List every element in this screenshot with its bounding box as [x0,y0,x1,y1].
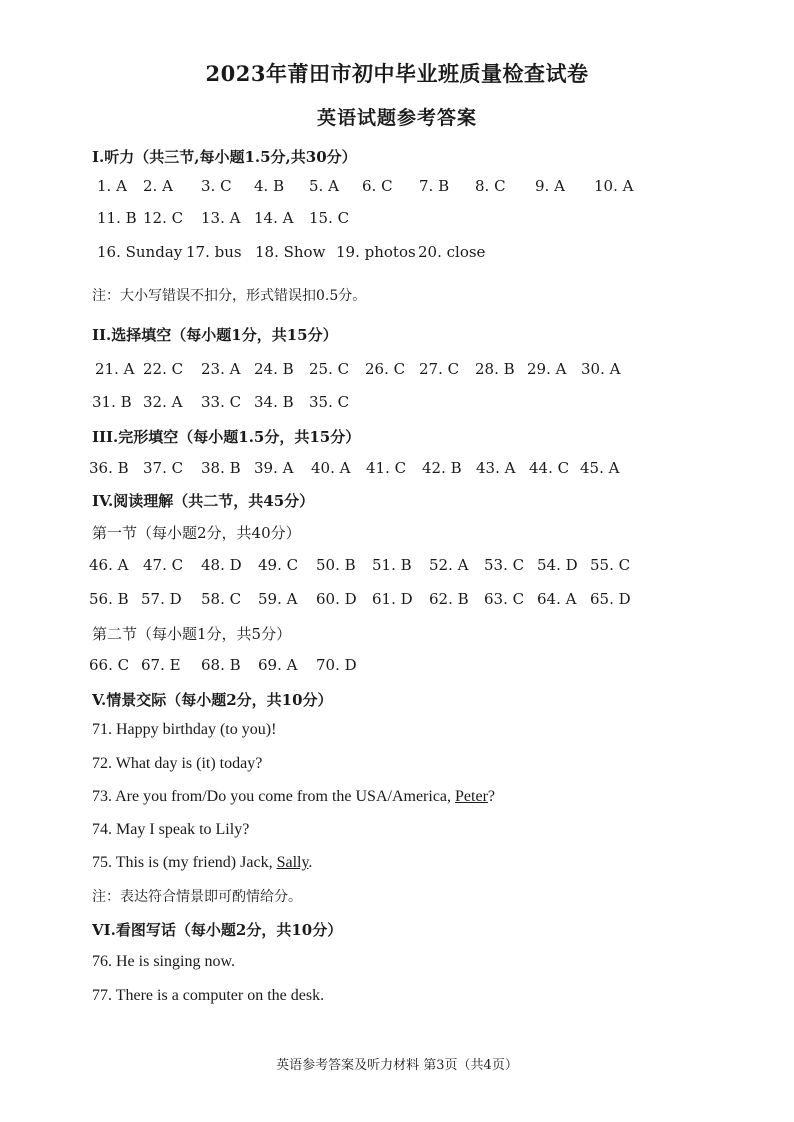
answer-item: 10. A [594,177,634,195]
answer-item: 28. B [475,360,515,378]
answer-item: 16. Sunday [97,243,183,261]
dialogue-answer: 72. What day is (it) today? [92,755,263,772]
section-listening-heading: I.听力（共三节,每小题1.5分,共30分） [92,148,357,166]
answer-item: 65. D [590,590,631,608]
dialogue-answer-text: 73. Are you from/Do you come from the USA/America, [92,788,452,805]
answer-item: 6. C [362,177,393,195]
answer-item: 8. C [475,177,506,195]
reading-part2-heading: 第二节（每小题1分，共5分） [92,625,292,643]
answer-item: 58. C [201,590,242,608]
section-choice-heading: II.选择填空（每小题1分，共15分） [92,326,338,344]
dialogue-answer-punct: . [308,854,313,871]
answer-item: 13. A [201,209,241,227]
answer-item: 66. C [89,656,130,674]
reading-part1-heading: 第一节（每小题2分，共40分） [92,524,301,542]
answer-item: 1. A [97,177,127,195]
answer-item: 56. B [89,590,129,608]
answer-item: 30. A [581,360,621,378]
answer-item: 60. D [316,590,357,608]
page-subtitle: 英语试题参考答案 [316,107,477,129]
answer-item: 20. close [418,243,486,261]
answer-item: 11. B [97,209,137,227]
section-cloze-heading: III.完形填空（每小题1.5分，共15分） [92,428,361,446]
answer-item: 51. B [372,556,412,574]
answer-item: 35. C [309,393,350,411]
answer-item: 21. A [95,360,135,378]
answer-item: 44. C [529,459,570,477]
section-reading-heading: IV.阅读理解（共二节，共45分） [92,492,315,510]
answer-item: 63. C [484,590,525,608]
dialogue-answer: 74. May I speak to Lily? [92,821,250,838]
answer-item: 70. D [316,656,357,674]
answer-item: 39. A [254,459,294,477]
answer-item: 17. bus [186,243,242,261]
answer-item: 69. A [258,656,298,674]
answer-item: 12. C [143,209,184,227]
dialogue-answer-name: Sally [276,854,309,871]
listening-note: 注：大小写错误不扣分，形式错误扣0.5分。 [92,288,367,304]
answer-item: 50. B [316,556,356,574]
answer-item: 15. C [309,209,350,227]
answer-item: 40. A [311,459,351,477]
answer-item: 61. D [372,590,413,608]
page-title: 2023年莆田市初中毕业班质量检查试卷 [205,61,589,86]
answer-item: 34. B [254,393,294,411]
dialogue-answer: 71. Happy birthday (to you)! [92,721,277,738]
answer-item: 47. C [143,556,184,574]
answer-item: 49. C [258,556,299,574]
answer-item: 2. A [143,177,173,195]
answer-item: 53. C [484,556,525,574]
answer-item: 9. A [535,177,565,195]
answer-item: 7. B [419,177,450,195]
answer-item: 4. B [254,177,285,195]
answer-item: 64. A [537,590,577,608]
dialogue-answer [92,854,312,872]
dialogue-answer [92,788,495,806]
answer-item: 31. B [92,393,132,411]
answer-item: 24. B [254,360,294,378]
answer-item: 22. C [143,360,184,378]
dialogue-answer-punct: ? [487,788,496,805]
answer-item: 3. C [201,177,232,195]
picture-answer: 77. There is a computer on the desk. [92,987,325,1004]
answer-item: 59. A [258,590,298,608]
answer-item: 48. D [201,556,242,574]
answer-item: 36. B [89,459,129,477]
answer-item: 38. B [201,459,241,477]
answer-item: 67. E [141,656,181,674]
page-footer: 英语参考答案及听力材料 第3页（共4页） [276,1058,518,1073]
picture-answer: 76. He is singing now. [92,953,235,970]
answer-item: 32. A [143,393,183,411]
answer-item: 23. A [201,360,241,378]
answer-item: 18. Show [255,243,326,261]
answer-item: 46. A [89,556,129,574]
answer-item: 41. C [366,459,407,477]
dialogue-answer-text: 75. This is (my friend) Jack, [92,854,273,871]
section-picture-heading: VI.看图写话（每小题2分，共10分） [92,921,343,939]
answer-item: 27. C [419,360,460,378]
answer-item: 5. A [309,177,339,195]
answer-item: 26. C [365,360,406,378]
answer-item: 55. C [590,556,631,574]
dialogue-note: 注：表达符合情景即可酌情给分。 [92,889,302,905]
answer-item: 62. B [429,590,469,608]
answer-item: 25. C [309,360,350,378]
dialogue-answer-name: Peter [455,788,488,805]
answer-item: 68. B [201,656,241,674]
answer-item: 52. A [429,556,469,574]
answer-item: 19. photos [336,243,416,261]
section-dialogue-heading: V.情景交际（每小题2分，共10分） [92,691,333,709]
answer-item: 45. A [580,459,620,477]
answer-item: 43. A [476,459,516,477]
answer-item: 14. A [254,209,294,227]
answer-item: 29. A [527,360,567,378]
answer-item: 54. D [537,556,578,574]
answer-item: 57. D [141,590,182,608]
answer-item: 33. C [201,393,242,411]
answer-item: 42. B [422,459,462,477]
answer-item: 37. C [143,459,184,477]
